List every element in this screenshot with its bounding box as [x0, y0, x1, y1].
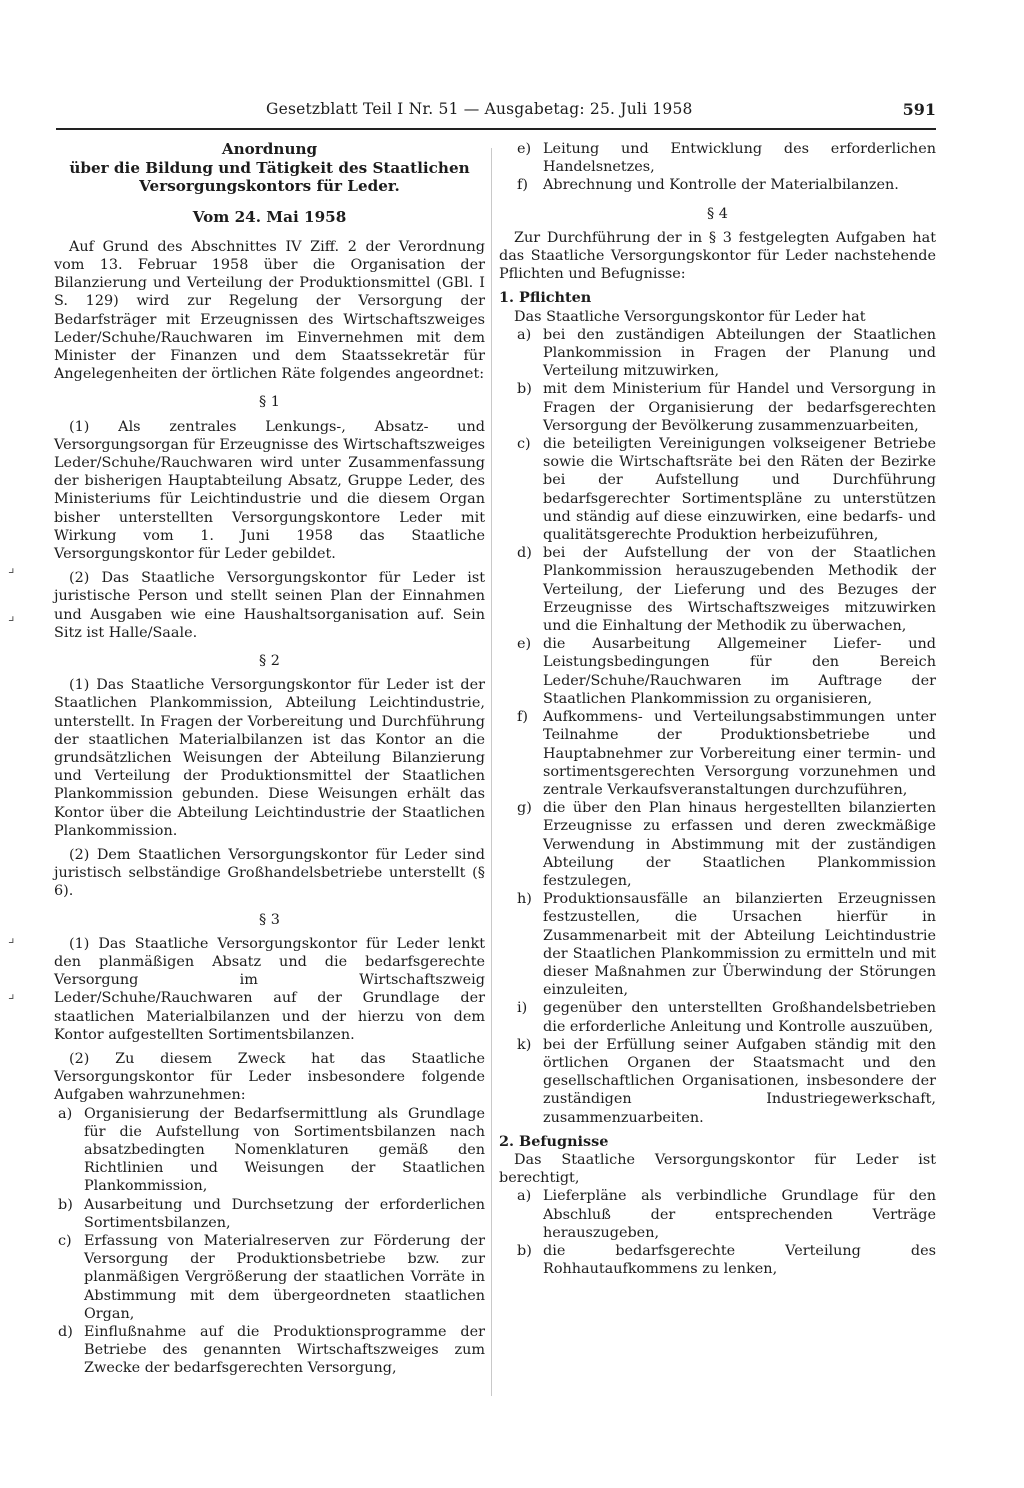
list-label: f)	[517, 709, 528, 726]
list-label: h)	[517, 891, 532, 908]
list-text: gegenüber den unterstellten Großhandelsbetrieben die erforderliche Anleitung und Kontrolle auszuüben,	[543, 1000, 936, 1035]
margin-tick-mark: ⌟	[8, 560, 15, 576]
title-line: über die Bildung und Tätigkeit des Staatlichen	[69, 158, 470, 177]
list-label: d)	[58, 1324, 73, 1341]
list-text: Produktionsausfälle an bilanzierten Erzeugnissen festzustellen, die Ursachen hierfür in Zusammenarbeit mit der Abteilung Leichtindustrie der Staatlichen Plankommission zu ermitteln und mit dieser Maßnahmen zur Überwindung der Störungen einzuleiten,	[543, 891, 936, 999]
list-label: g)	[517, 800, 532, 817]
list-label: k)	[517, 1036, 532, 1053]
ordinance-title	[54, 140, 485, 196]
list-label: c)	[58, 1233, 72, 1250]
list-item	[517, 999, 936, 1035]
list-text: bei der Aufstellung der von der Staatlichen Plankommission herauszugebenden Methodik der Verteilung, der Lieferung und des Bezuges der Erzeugnisse des Wirtschaftszweiges mitzuwirken und die Einhaltung der Methodik zu überwachen,	[543, 545, 936, 635]
right-column	[499, 140, 936, 1278]
list-text: Abrechnung und Kontrolle der Materialbilanzen.	[543, 177, 899, 194]
paragraph: Das Staatliche Versorgungskontor für Leder hat	[514, 308, 866, 325]
list-item	[517, 326, 936, 381]
list-label: b)	[517, 381, 532, 398]
list-item	[517, 1036, 936, 1127]
ordinance-date: Vom 24. Mai 1958	[192, 207, 347, 226]
column-divider	[491, 148, 492, 1396]
list-label: d)	[517, 545, 532, 562]
section-heading: § 3	[259, 911, 280, 928]
list-label: f)	[517, 177, 528, 194]
list-item	[517, 380, 936, 435]
paragraph: Zur Durchführung der in § 3 festgelegten Aufgaben hat das Staatliche Versorgungskontor für Leder nachstehende Pflichten und Befugnisse:	[499, 229, 936, 283]
list-text: Ausarbeitung und Durchsetzung der erforderlichen Sortimentsbilanzen,	[84, 1196, 485, 1231]
list-item	[58, 1105, 485, 1196]
paragraph: (2) Zu diesem Zweck hat das Staatliche Versorgungskontor für Leder insbesondere folgende Aufgaben wahrzunehmen:	[54, 1051, 485, 1104]
list-label: a)	[517, 1188, 532, 1205]
section-heading: § 2	[259, 652, 280, 669]
title-line: Anordnung	[221, 140, 318, 158]
list-label: b)	[58, 1196, 73, 1213]
list-text: Einflußnahme auf die Produktionsprogramme der Betriebe des genannten Wirtschaftszweiges zum Zwecke der bedarfsgerechten Versorgung,	[84, 1324, 485, 1377]
paragraph: (2) Dem Staatlichen Versorgungskontor für Leder sind juristisch selbständige Großhandelsbetriebe unterstellt (§ 6).	[54, 847, 485, 900]
list-label: a)	[58, 1105, 73, 1122]
list-label: b)	[517, 1242, 532, 1259]
list-item	[517, 176, 936, 194]
paragraph: Das Staatliche Versorgungskontor für Leder ist berechtigt,	[499, 1151, 936, 1187]
list-label: i)	[517, 1000, 528, 1017]
list-text: Aufkommens- und Verteilungsabstimmungen unter Teilnahme der Produktionsbetriebe und Hauptabnehmer zur Vorbereitung einer termin- und sortimentsgerechten Versorgung vorzunehmen und zentrale Verkaufsveranstaltungen durchzuführen,	[543, 709, 936, 798]
list-label: e)	[517, 636, 532, 653]
list-item	[58, 1232, 485, 1323]
list-label: e)	[517, 141, 532, 157]
page-number: 591	[902, 100, 936, 119]
section-heading: § 1	[259, 394, 280, 411]
subsection-heading: 2. Befugnisse	[499, 1132, 609, 1150]
header-title: Gesetzblatt Teil I Nr. 51 — Ausgabetag: 25. Juli 1958	[266, 100, 693, 118]
list-text: bei den zuständigen Abteilungen der Staatlichen Plankommission in Fragen der Planung und Verteilung mitzuwirken,	[543, 326, 936, 380]
list-text: mit dem Ministerium für Handel und Versorgung in Fragen der Organisierung der bedarfsgerechten Versorgung der Bevölkerung zusammenzuarbeiten,	[543, 381, 936, 434]
page-header	[56, 100, 936, 130]
list-item	[517, 544, 936, 635]
list-text: Organisierung der Bedarfsermittlung als Grundlage für die Aufstellung von Sortimentsbilanzen nach absatzbedingten Nomenklaturen gemäß den Richtlinien und Weisungen der Staatlichen Plankommission,	[84, 1105, 485, 1195]
margin-tick-mark: ⌟	[8, 986, 15, 1002]
list-text: Leitung und Entwicklung des erforderlichen Handelsnetzes,	[543, 141, 936, 176]
list-item	[517, 799, 936, 890]
list-item	[58, 1196, 485, 1232]
list-item	[517, 435, 936, 544]
margin-tick-mark: ⌟	[8, 608, 15, 624]
list-text: die bedarfsgerechte Verteilung des Rohhautaufkommens zu lenken,	[543, 1242, 936, 1278]
section-heading: § 4	[707, 205, 728, 222]
list-item	[517, 635, 936, 708]
list-item	[517, 1187, 936, 1242]
list-text: Erfassung von Materialreserven zur Förderung der Versorgung der Produktionsbetriebe bzw. zur planmäßigen Vergrößerung der staatlichen Vorräte in Abstimmung mit dem übergeordneten staatlichen Organ,	[84, 1233, 485, 1322]
list-label: a)	[517, 326, 532, 343]
paragraph: (1) Als zentrales Lenkungs-, Absatz- und Versorgungsorgan für Erzeugnisse des Wirtschaftszweiges Leder/Schuhe/Rauchwaren wird unter Zusammenfassung der bisherigen Hauptabteilung Absatz, Gruppe Leder, des Ministeriums für Leichtindustrie und die diesem Organ bisher unterstellten Versorgungskontore Leder mit Wirkung vom 1. Juni 1958 das Staatliche Versorgungskontor für Leder gebildet.	[54, 418, 485, 562]
list-item	[517, 140, 936, 176]
subsection-heading: 1. Pflichten	[499, 289, 592, 307]
list-text: die Ausarbeitung Allgemeiner Liefer- und Leistungsbedingungen für den Bereich Leder/Schuhe/Rauchwaren im Auftrage der Staatlichen Plankommission zu organisieren,	[543, 636, 936, 707]
list-item	[517, 708, 936, 799]
list-text: bei der Erfüllung seiner Aufgaben ständig mit den örtlichen Organen der Staatsmacht und den gesellschaftlichen Organisationen, insbesondere der zuständigen Industriegewerkschaft, zusammenzuarbeiten.	[543, 1036, 936, 1126]
list-item	[58, 1323, 485, 1378]
list-item	[517, 890, 936, 999]
list-text: die beteiligten Vereinigungen volkseigener Betriebe sowie die Wirtschaftsräte bei den Räten der Bezirke bei der Aufstellung und Durchführung bedarfsgerechter Sortimentspläne zu unterstützen und ständig auf diese einzuwirken, eine bedarfs- und qualitätsgerechte Produktion herbeizuführen,	[543, 436, 936, 544]
paragraph: (2) Das Staatliche Versorgungskontor für Leder ist juristische Person und stellt seinen Plan der Einnahmen und Ausgaben wie eine Haushaltsorganisation auf. Sein Sitz ist Halle/Saale.	[54, 570, 485, 641]
left-column	[54, 140, 485, 1378]
title-line: Versorgungskontors für Leder.	[139, 177, 400, 195]
paragraph: (1) Das Staatliche Versorgungskontor für Leder ist der Staatlichen Plankommission, Abteilung Leichtindustrie, unterstellt. In Fragen der Vorbereitung und Durchführung der staatlichen Materialbilanzen ist das Kontor an die grundsätzlichen Weisungen der Abteilung Bilanzierung und Verteilung der Produktionsmittel der Staatlichen Plankommission gebunden. Diese Weisungen erhält das Kontor über die Abteilung Leichtindustrie der Staatlichen Plankommission.	[54, 677, 485, 839]
list-label: c)	[517, 436, 531, 453]
margin-tick-mark: ⌟	[8, 930, 15, 946]
preamble: Auf Grund des Abschnittes IV Ziff. 2 der Verordnung vom 13. Februar 1958 über die Organisation der Bilanzierung und Verteilung der Produktionsmittel (GBl. I S. 129) wird zur Regelung der Versorgung der Bedarfsträger mit Erzeugnissen des Wirtschaftszweiges Leder/Schuhe/Rauchwaren im Einvernehmen mit dem Minister der Finanzen und dem Staatssekretär für Angelegenheiten der örtlichen Räte folgendes angeordnet:	[54, 238, 485, 383]
list-text: die über den Plan hinaus hergestellten bilanzierten Erzeugnisse zu erfassen und deren zweckmäßige Verwendung in Abstimmung mit der zuständigen Abteilung der Staatlichen Plankommission festzulegen,	[543, 800, 936, 889]
list-text: Lieferpläne als verbindliche Grundlage für den Abschluß der entsprechenden Verträge herauszugeben,	[543, 1188, 936, 1241]
paragraph: (1) Das Staatliche Versorgungskontor für Leder lenkt den planmäßigen Absatz und die bedarfsgerechte Versorgung im Wirtschaftszweig Leder/Schuhe/Rauchwaren auf der Grundlage der staatlichen Materialbilanzen und der hierzu von dem Kontor aufgestellten Sortimentsbilanzen.	[54, 935, 485, 1043]
list-item	[517, 1242, 936, 1278]
